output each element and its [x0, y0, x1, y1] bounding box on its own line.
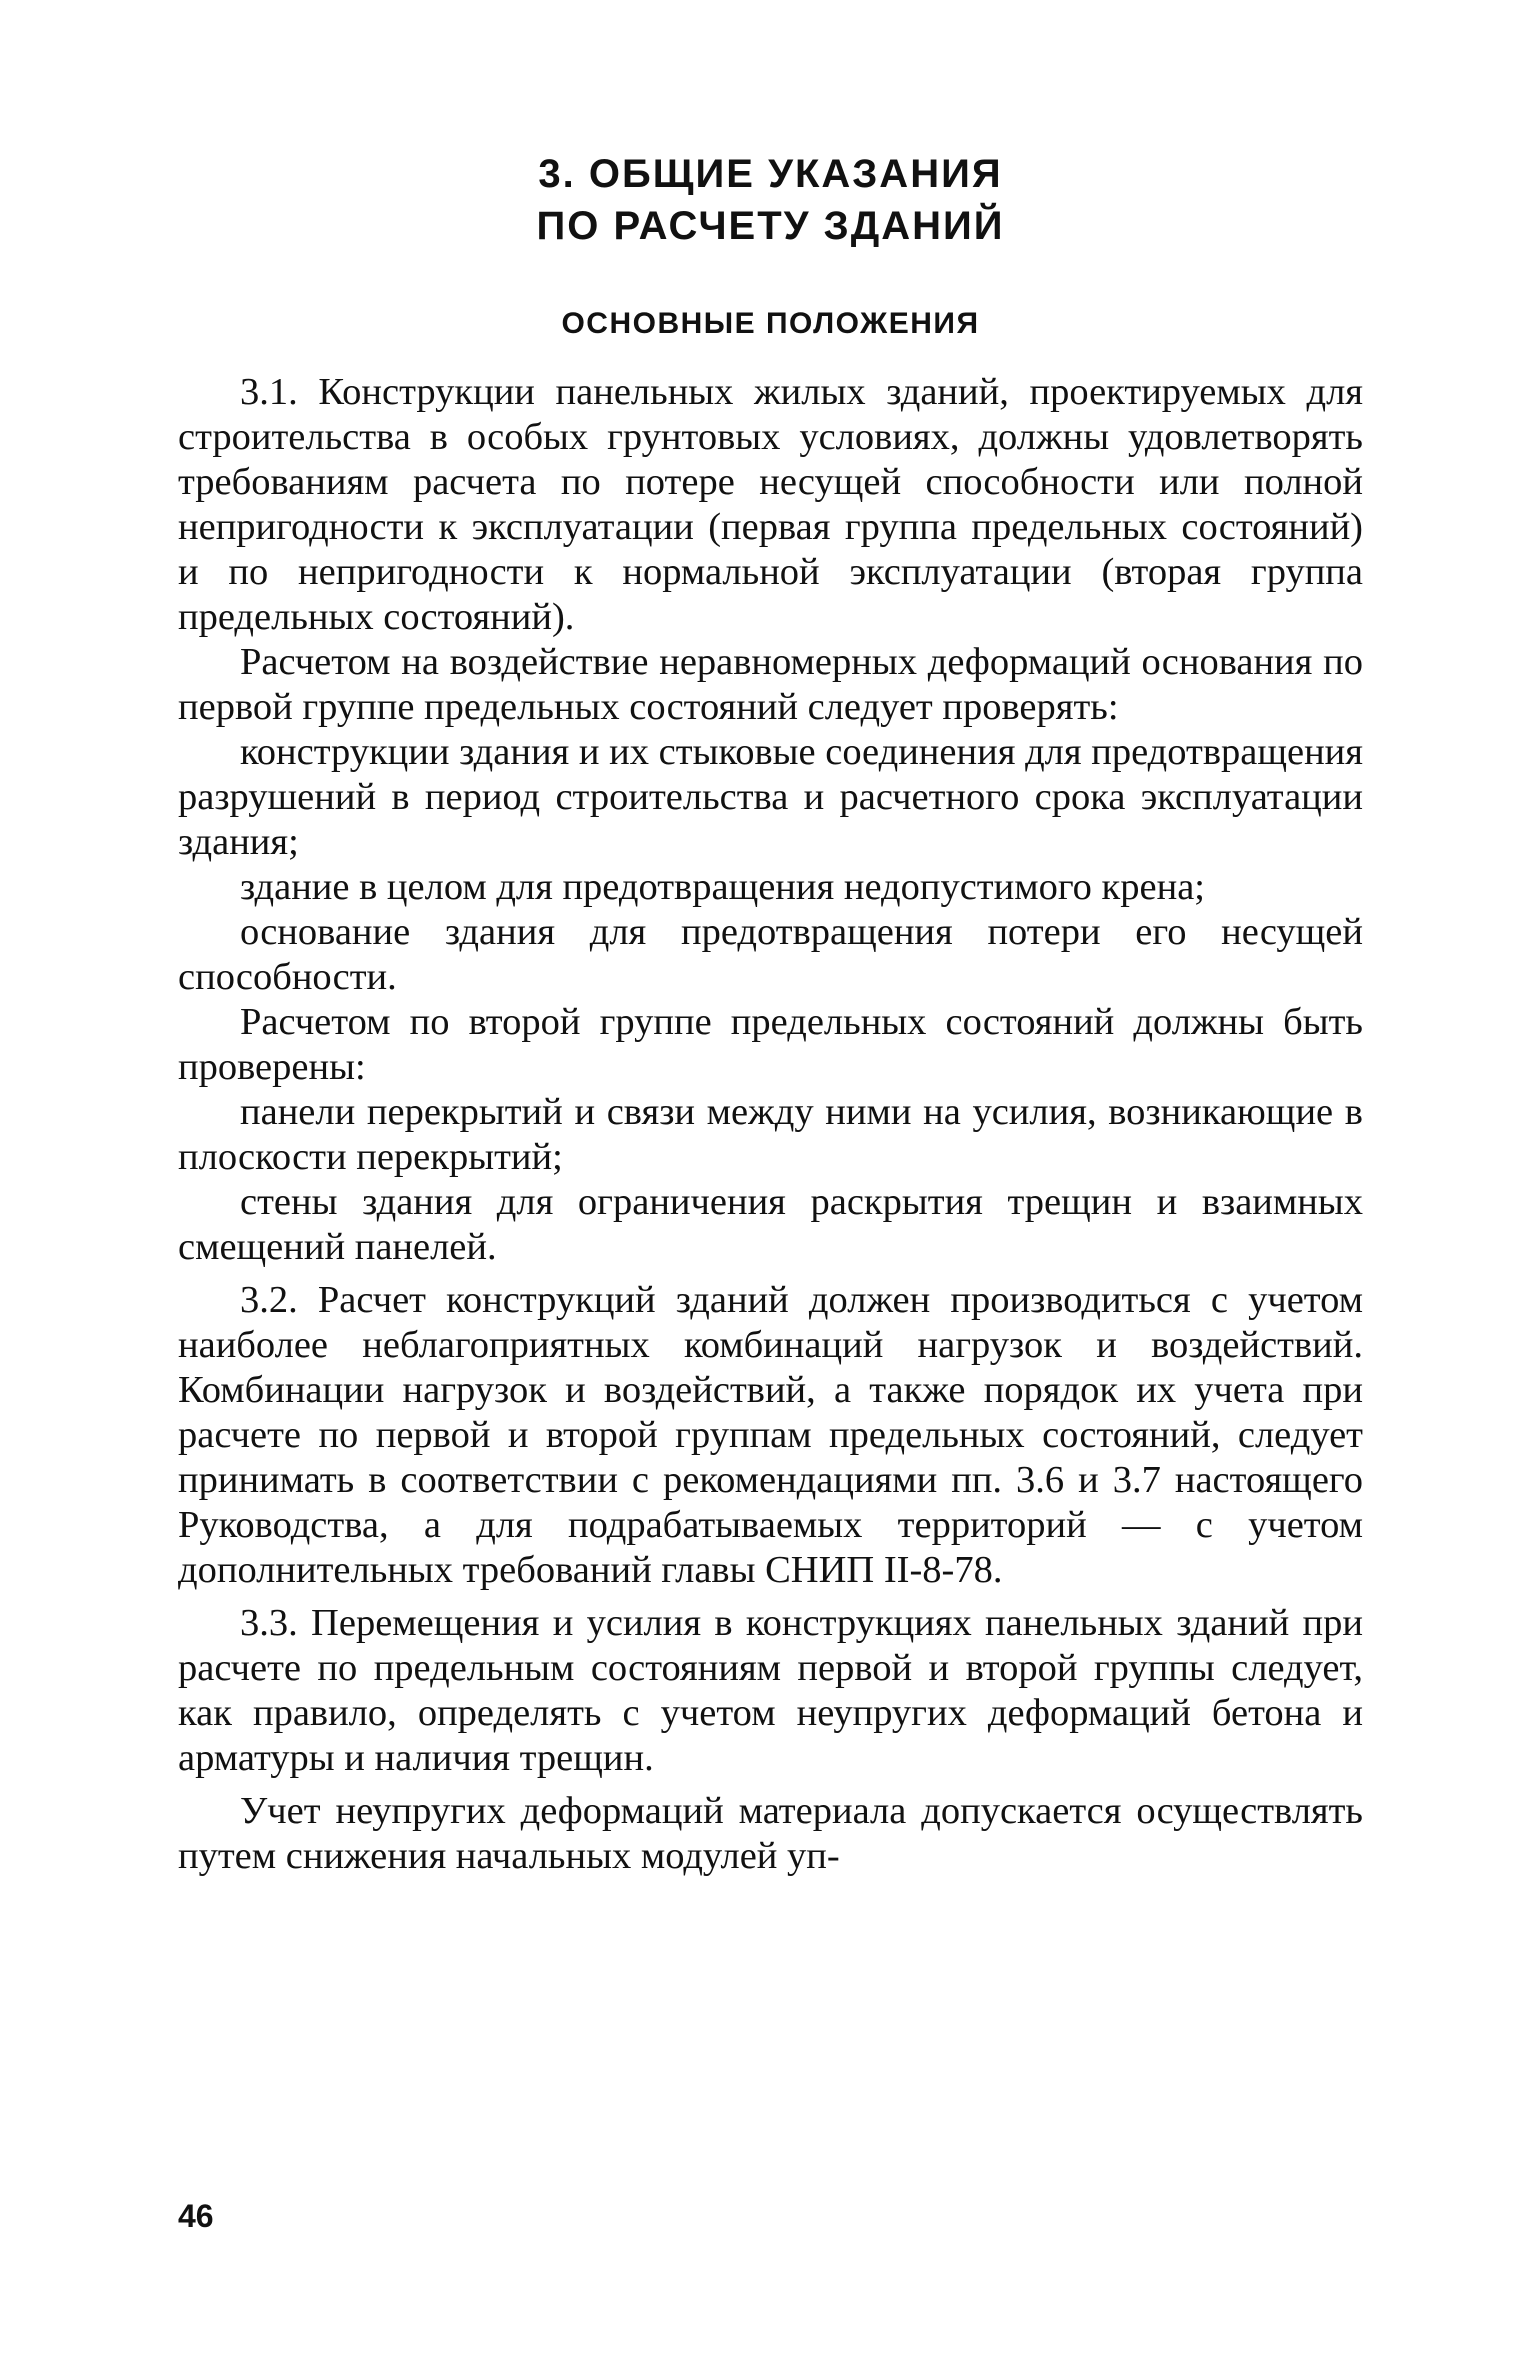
- paragraph-first-group-intro: Расчетом на воздействие неравномерных деформаций основания по первой группе предельных состояний следует проверять:: [178, 641, 1363, 728]
- paragraph-3-3: 3.3. Перемещения и усилия в конструкциях панельных зданий при расчете по предельным состояниям первой и второй группы следует, как правило, определять с учетом неупругих деформаций бетона и арматуры и наличия трещин.: [178, 1602, 1363, 1779]
- paragraph-3-2: 3.2. Расчет конструкций зданий должен производиться с учетом наиболее неблагоприятных комбинаций нагрузок и воздействий. Комбинации нагрузок и воздействий, а также порядок их учета при расчете по первой и второй группам предельных состояний, следует принимать в соответствии с рекомендациями пп. 3.6 и 3.7 настоящего Руководства, а для подрабатываемых территорий — с учетом дополнительных требований главы СНИП II-8-78.: [178, 1279, 1363, 1591]
- paragraph-walls-cracks: стены здания для ограничения раскрытия трещин и взаимных смещений панелей.: [178, 1181, 1363, 1268]
- paragraph-floor-panels: панели перекрытий и связи между ними на усилия, возникающие в плоскости перекрытий;: [178, 1091, 1363, 1178]
- paragraph-second-group-intro: Расчетом по второй группе предельных состояний должны быть проверены:: [178, 1001, 1363, 1088]
- page-number: 46: [178, 2198, 214, 2234]
- chapter-title-line-1: 3. ОБЩИЕ УКАЗАНИЯ: [538, 152, 1003, 196]
- paragraph-building-roll: здание в целом для предотвращения недопустимого крена;: [240, 866, 1205, 908]
- section-title: ОСНОВНЫЕ ПОЛОЖЕНИЯ: [561, 307, 980, 340]
- document-page: [178, 148, 1363, 2268]
- paragraph-3-1: 3.1. Конструкции панельных жилых зданий, проектируемых для строительства в особых грунтовых условиях, должны удовлетворять требованиям расчета по потере несущей способности или полной непригодности к эксплуатации (первая группа предельных состояний) и по непригодности к нормальной эксплуатации (вторая группа предельных состояний).: [178, 371, 1363, 638]
- chapter-title-line-2: ПО РАСЧЕТУ ЗДАНИЙ: [536, 204, 1005, 248]
- paragraph-structures-joints: конструкции здания и их стыковые соединения для предотвращения разрушений в период строительства и расчетного срока эксплуатации здания;: [178, 731, 1363, 863]
- paragraph-inelastic-deformations: Учет неупругих деформаций материала допускается осуществлять путем снижения начальных модулей уп-: [178, 1790, 1363, 1877]
- paragraph-foundation-capacity: основание здания для предотвращения потери его несущей способности.: [178, 911, 1363, 998]
- chapter-title: [178, 148, 1363, 252]
